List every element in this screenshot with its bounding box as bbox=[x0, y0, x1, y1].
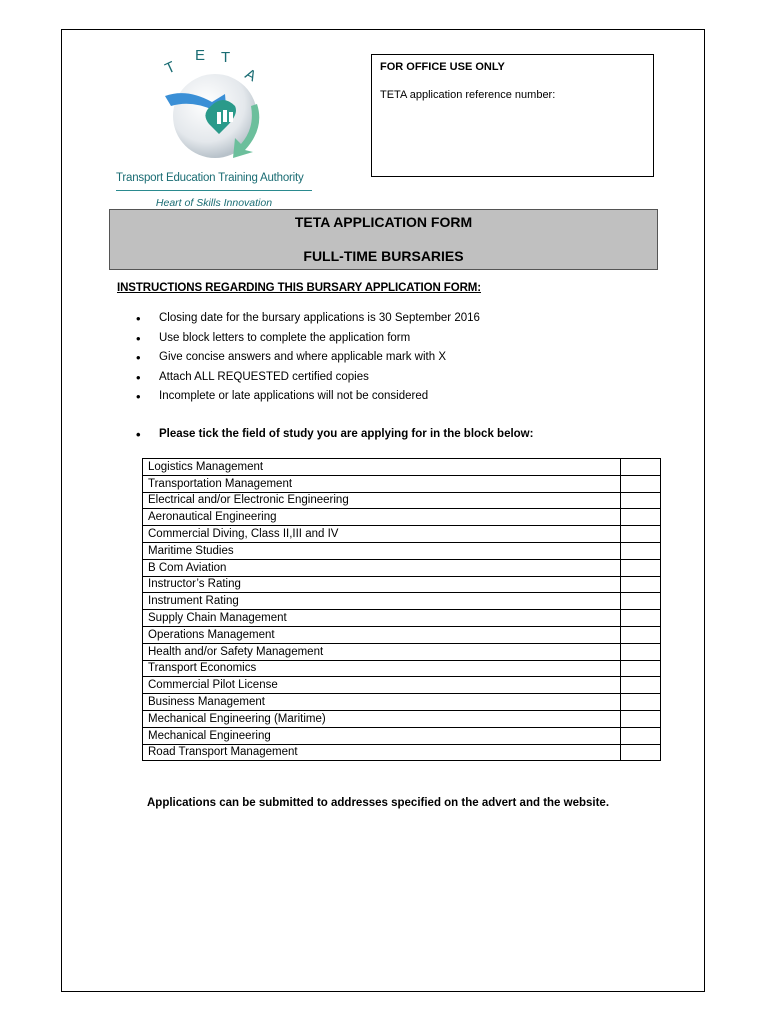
table-row bbox=[143, 727, 661, 744]
form-title-banner bbox=[109, 209, 658, 270]
tick-box[interactable] bbox=[621, 509, 661, 526]
field-label: Operations Management bbox=[143, 626, 621, 643]
logo-tagline: Heart of Skills Innovation bbox=[155, 197, 273, 209]
logo-letter: A bbox=[242, 65, 259, 86]
field-label: B Com Aviation bbox=[143, 559, 621, 576]
instruction-item: • Give concise answers and where applicable mark with X bbox=[134, 351, 480, 371]
table-row bbox=[143, 643, 661, 660]
instructions-list bbox=[134, 312, 480, 410]
tick-box[interactable] bbox=[621, 626, 661, 643]
field-label: Instructor’s Rating bbox=[143, 576, 621, 593]
reference-number-label: TETA application reference number: bbox=[380, 89, 556, 101]
tick-box[interactable] bbox=[621, 694, 661, 711]
office-use-box bbox=[371, 54, 654, 177]
instructions-heading: INSTRUCTIONS REGARDING THIS BURSARY APPLICATION FORM: bbox=[117, 282, 481, 294]
table-row bbox=[143, 744, 661, 761]
tick-box[interactable] bbox=[621, 526, 661, 543]
tick-box[interactable] bbox=[621, 610, 661, 627]
logo-organization-name: Transport Education Training Authority bbox=[116, 172, 304, 184]
submission-note: Applications can be submitted to addresses specified on the advert and the website. bbox=[147, 797, 610, 809]
field-label: Commercial Pilot License bbox=[143, 677, 621, 694]
field-label: Commercial Diving, Class II,III and IV bbox=[143, 526, 621, 543]
tick-box[interactable] bbox=[621, 576, 661, 593]
table-row bbox=[143, 626, 661, 643]
field-label: Supply Chain Management bbox=[143, 610, 621, 627]
field-label: Electrical and/or Electronic Engineering bbox=[143, 492, 621, 509]
table-row bbox=[143, 559, 661, 576]
field-label: Transportation Management bbox=[143, 475, 621, 492]
logo-divider bbox=[116, 190, 312, 191]
table-row bbox=[143, 660, 661, 677]
field-label: Business Management bbox=[143, 694, 621, 711]
office-use-title: FOR OFFICE USE ONLY bbox=[380, 61, 505, 73]
field-of-study-table bbox=[142, 458, 661, 761]
teta-emblem-icon bbox=[157, 44, 277, 169]
table-row bbox=[143, 610, 661, 627]
instruction-item: • Incomplete or late applications will not be considered bbox=[134, 390, 480, 410]
table-row bbox=[143, 593, 661, 610]
instruction-item: • Attach ALL REQUESTED certified copies bbox=[134, 371, 480, 391]
logo-letter: T bbox=[221, 49, 231, 66]
field-label: Mechanical Engineering bbox=[143, 727, 621, 744]
field-label: Health and/or Safety Management bbox=[143, 643, 621, 660]
logo-letter: E bbox=[195, 47, 206, 64]
instruction-item: • Use block letters to complete the application form bbox=[134, 332, 480, 352]
table-row bbox=[143, 677, 661, 694]
tick-box[interactable] bbox=[621, 492, 661, 509]
tick-box[interactable] bbox=[621, 744, 661, 761]
tick-box[interactable] bbox=[621, 660, 661, 677]
logo-letter: T bbox=[162, 58, 179, 78]
instruction-item: • Closing date for the bursary applications is 30 September 2016 bbox=[134, 312, 480, 332]
table-row bbox=[143, 459, 661, 476]
tick-instruction: • Please tick the field of study you are applying for in the block below: bbox=[134, 428, 533, 440]
field-label: Instrument Rating bbox=[143, 593, 621, 610]
tick-box[interactable] bbox=[621, 559, 661, 576]
tick-box[interactable] bbox=[621, 459, 661, 476]
table-row bbox=[143, 576, 661, 593]
field-label: Aeronautical Engineering bbox=[143, 509, 621, 526]
tick-box[interactable] bbox=[621, 593, 661, 610]
tick-box[interactable] bbox=[621, 475, 661, 492]
tick-box[interactable] bbox=[621, 643, 661, 660]
table-row bbox=[143, 542, 661, 559]
field-label: Maritime Studies bbox=[143, 542, 621, 559]
tick-box[interactable] bbox=[621, 677, 661, 694]
form-title: TETA APPLICATION FORM bbox=[294, 214, 473, 230]
table-row bbox=[143, 475, 661, 492]
table-row bbox=[143, 509, 661, 526]
table-row bbox=[143, 492, 661, 509]
field-label: Transport Economics bbox=[143, 660, 621, 677]
tick-box[interactable] bbox=[621, 710, 661, 727]
document-page bbox=[61, 29, 705, 992]
teta-logo bbox=[112, 44, 322, 209]
field-label: Road Transport Management bbox=[143, 744, 621, 761]
field-label: Logistics Management bbox=[143, 459, 621, 476]
table-row bbox=[143, 710, 661, 727]
form-subtitle: FULL-TIME BURSARIES bbox=[303, 248, 464, 264]
field-label: Mechanical Engineering (Maritime) bbox=[143, 710, 621, 727]
tick-box[interactable] bbox=[621, 727, 661, 744]
tick-box[interactable] bbox=[621, 542, 661, 559]
table-row bbox=[143, 694, 661, 711]
table-row bbox=[143, 526, 661, 543]
